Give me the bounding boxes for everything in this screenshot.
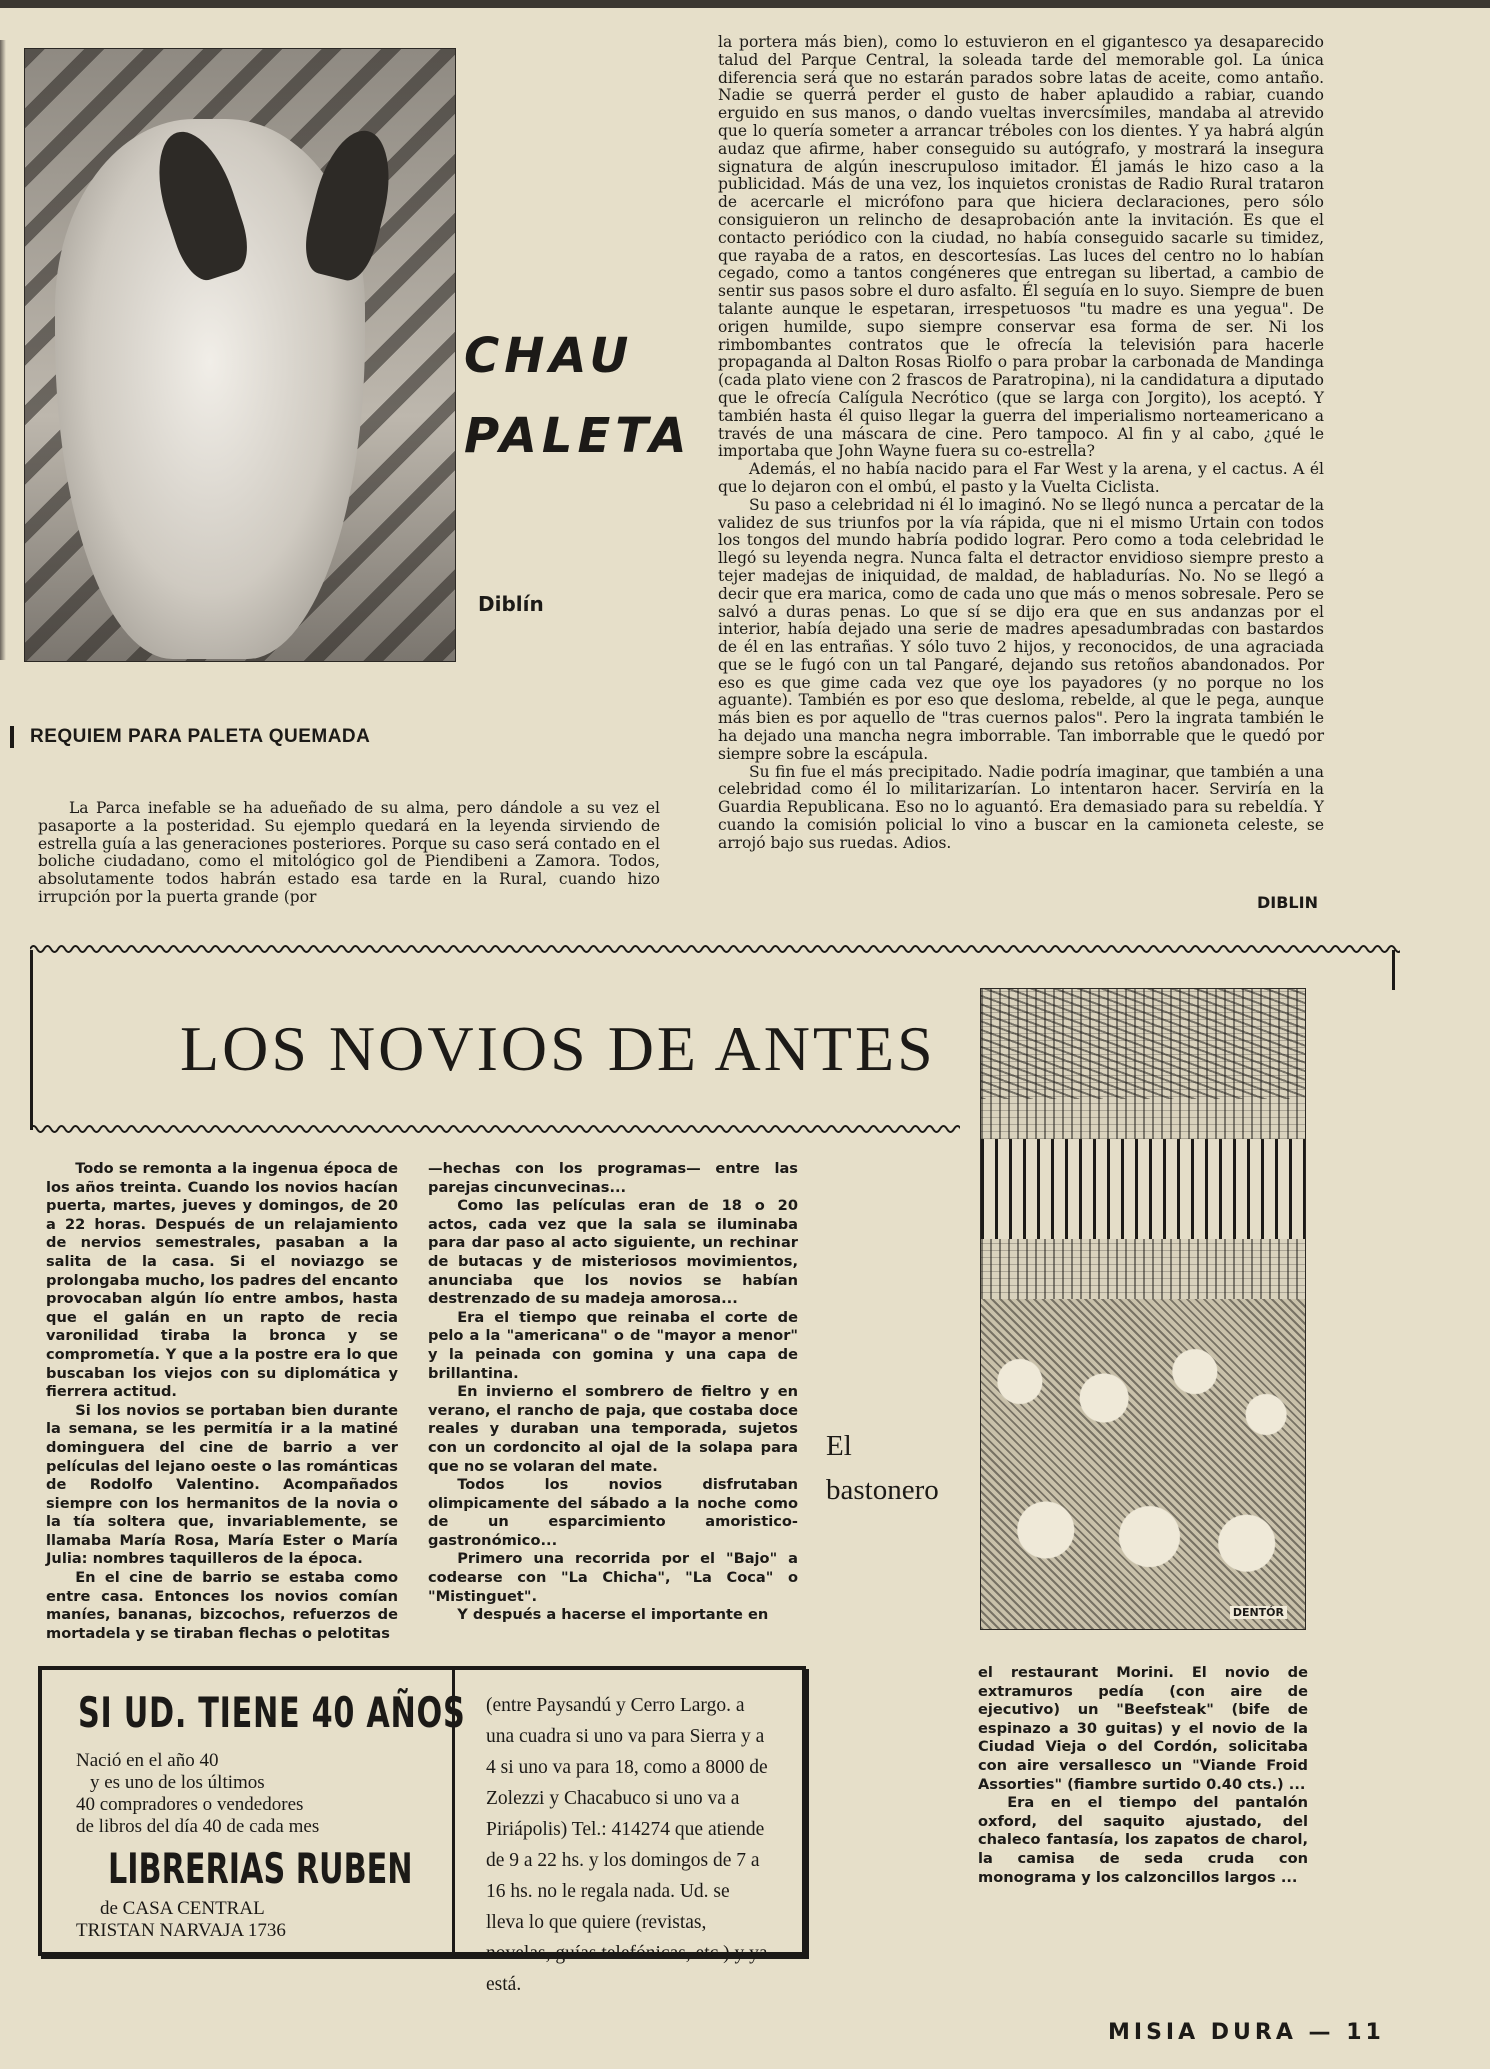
wavy-rule-top xyxy=(30,942,1400,956)
illustration-balustrade xyxy=(981,1139,1305,1239)
headline-chau: CHAU xyxy=(464,328,634,384)
photo-credit: Diblín xyxy=(478,592,544,616)
illustration-caption-line2: bastonero xyxy=(826,1474,939,1506)
bastonero-illustration xyxy=(980,988,1306,1630)
ad-brand-name: LIBRERIAS RUBEN xyxy=(108,1844,413,1893)
horse-ear-left xyxy=(144,122,257,286)
article2-column-3 xyxy=(978,1664,1308,1887)
illustration-crowd xyxy=(981,1299,1305,1629)
article2-col1-paragraph-2: Si los novios se portaban bien durante la semana, se les permitía ir a la matiné dominguera del cine de barrio a ver películas del lejano oeste o las románticas de Rodolfo Valentino. Acompañados siempre con los hermanitos de la novia o la tía soltera que, invariablemente, se llamaba María Rosa, María Ester o María Julia: nombres taquilleros de la época. xyxy=(46,1401,398,1568)
ad-line-3: 40 compradores o vendedores xyxy=(76,1794,304,1815)
article2-column-1 xyxy=(46,1160,398,1643)
page-gutter-shadow xyxy=(0,40,6,660)
ad-foot-line-1: de CASA CENTRAL xyxy=(100,1898,265,1919)
top-rule xyxy=(0,0,1490,8)
article2-col3-paragraph-2: Era en el tiempo del pantalón oxford, del saquito ajustado, del chaleco fantasía, los zapatos de charol, la camisa de seda cruda con monograma y los calzoncillos largos ... xyxy=(978,1794,1308,1886)
bookstore-advertisement xyxy=(38,1666,806,1995)
illustration-caption-line1: El xyxy=(826,1430,852,1462)
article2-col2-paragraph-0: —hechas con los programas— entre las parejas cincunvecinas... xyxy=(428,1160,798,1196)
article1-paragraph-1: la portera más bien), como lo estuvieron en el gigantesco ya desaparecido talud del Parque Central, la soleada tarde del memorable gol. La única diferencia será que no estarán parados sobre latas de aceite, como antaño. Nadie se querrá perder el gusto de haber aplaudido a rabiar, cuando erguido en sus manos, o dando vueltas invercsímiles, mandaba al atrevido que lo quería someter a arrancar tréboles con los dientes. Y ya habrá algún audaz que afirme, haber conseguido su autógrafo, y mostrará la insegura signatura de algún inescrupuloso imitador. Él jamás le hizo caso a la publicidad. Más de una vez, los inquietos cronistas de Radio Rural trataron de acercarle el micrófono para que hiciera declaraciones, pero sólo consiguieron un relincho de desaprobación ante la invitación. Es que el contacto periódico con la ciudad, no había conseguido sacarle su timidez, que rayaba de a ratos, en descortesías. Las luces del centro no lo habían cegado, como a tantos congéneres que entregan su libertad, a cambio de sentir sus pasos sobre el duro asfalto. Él seguía en lo suyo. Siempre de buen talante aunque le espetaran, irrespetuosos "tu madre es una yegua". De origen humilde, supo siempre conservar esa forma de ser. Ni los rimbombantes contratos que le ofrecía la televisión para hacerle propaganda al Dalton Rosas Riolfo o para probar la carbonada de Mandinga (cada plato viene con 2 frascos de Paratropina), ni la candidatura a diputado que le ofrecía Calígula Necrótico (que se larga con Jorgito), los aceptó. Y también hasta él quiso llegar la guerra del imperialismo norteamericano a través de una máscara de cine. Pero tampoco. Al fin y al cabo, ¿qué le importaba que John Wayne fuera su co-estrella? xyxy=(718,33,1324,461)
article1-paragraph-4: Su fin fue el más precipitado. Nadie podría imaginar, que también a una celebridad como él lo militarizarían. Lo intentaron hacer. Serviría en la Guardia Republicana. Eso no lo aguantó. Era demasiado para su rebeldía. Y cuando la comisión policial lo vino a buscar en la camioneta celeste, se arrojó bajo sus ruedas. Adios. xyxy=(718,762,1324,852)
headline-paleta: PALETA xyxy=(464,408,692,464)
article2-col1-paragraph-3: En el cine de barrio se estaba como entre casa. Entonces los novios comían maníes, bananas, bizcochos, refuerzos de mortadela y se tiraban flechas o pelotitas xyxy=(46,1569,398,1642)
article2-title: LOS NOVIOS DE ANTES xyxy=(180,1013,936,1084)
article2-col2-paragraph-4: Todos los novios disfrutaban olimpicamente del sábado a la noche como de un esparcimiento amoristico-gastronómico... xyxy=(428,1476,798,1549)
ad-line-4: de libros del día 40 de cada mes xyxy=(76,1816,320,1837)
article1-intro: La Parca inefable se ha adueñado de su alma, pero dándole a su vez el pasaporte a la posteridad. Su ejemplo quedará en la leyenda sirviendo de estrella guía a las generaciones posteriores. Porque su caso será contado en el boliche ciudadano, como el mitológico gol de Piendibeni a Zamora. Todos, absolutamente todos habrán estado esa tarde en la Rural, cuando hizo irrupción por la puerta grande (por xyxy=(38,799,660,906)
frame-right-border xyxy=(1392,950,1395,990)
ad-headline: SI UD. TIENE 40 AÑOS xyxy=(78,1688,466,1737)
frame-left-border xyxy=(30,950,33,1130)
horse-ear-right xyxy=(298,123,402,285)
horse-photo xyxy=(24,48,456,662)
article1-paragraph-3: Su paso a celebridad ni él lo imaginó. No se llegó nunca a percatar de la validez de sus triunfos por la vía rápida, que ni el mismo Urtain con todos los tongos del mundo habría podido lograr. Pero como a toda celebridad le llegó su leyenda negra. Nunca falta el detractor envidioso siempre presto a tejer madejas de iniquidad, de maldad, de habladurías. No. No se llegó a decir que era marica, como de cada uno que más o menos sobresale. Pero se salvó a duras penas. Lo que sí se dijo era que en sus andanzas por el interior, había dejado una serie de madres apesadumbradas con bastardos de él en las entrañas. Y sólo tuvo 2 hijos, y reconocidos, de una agraciada que se le fugó con un tal Pangaré, dejando sus retoños abandonados. Por eso es que gime cada vez que oye los payadores (y no porque no los aguante). También es por eso que desloma, rebelde, al que le pega, aunque más bien es por aquello de "tras cuernos palos". Pero la ingrata también le ha dejado una mancha negra imborrable. Tan imborrable que le quedó por siempre sobre la escápula. xyxy=(718,495,1324,763)
ad-right-text: (entre Paysandú y Cerro Largo. a una cuadra si uno va para Sierra y a 4 si uno va para 18, como a 8000 de Zolezzi y Chacabuco si uno va a Piriápolis) Tel.: 414274 que atiende de 9 a 22 hs. y los domingos de 7 a 16 hs. no le regala nada. Ud. se lleva lo que quiere (revistas, novelas, guías telefónicas, etc.) y ya está. xyxy=(486,1695,768,1995)
ad-line-2: y es uno de los últimos xyxy=(90,1772,265,1793)
illustration-signature: DENTÓR xyxy=(1230,1606,1287,1619)
ad-address-block xyxy=(76,1898,286,1942)
article2-col2-paragraph-5: Primero una recorrida por el "Bajo" a codearse con "La Chicha", "La Coca" o "Mistinguet". xyxy=(428,1550,798,1605)
illustration-curtain xyxy=(981,989,1305,1099)
article2-column-2 xyxy=(428,1160,798,1625)
article2-col2-paragraph-1: Como las películas eran de 18 o 20 actos, cada vez que la sala se iluminaba para dar paso al acto siguiente, un rechinar de butacas y de misteriosos movimientos, anunciaba que los novios se habían destrenzado de su madeja amorosa... xyxy=(428,1197,798,1308)
article1-signature: DIBLIN xyxy=(1257,893,1318,912)
article2-col1-paragraph-1: Todo se remonta a la ingenua época de los años treinta. Cuando los novios hacían puerta, martes, jueves y domingos, de 20 a 22 horas. Después de un relajamiento de nervios semestrales, pasaban a la salita de la casa. Si el noviazgo se prolongaba mucho, los padres del encanto provocaban algún lío entre ambos, hasta que el galán en un rapto de recia varonilidad tiraba la bronca y se comprometía. Y que a la postre era lo que buscaban los viejos con su diplomática y fierrera actitud. xyxy=(46,1160,398,1401)
ad-body-lines xyxy=(76,1750,319,1838)
wavy-rule-bottom xyxy=(30,1122,960,1136)
article1-intro-column xyxy=(38,800,660,907)
page-folio: MISIA DURA — 11 xyxy=(1108,2020,1385,2045)
article-subhead: REQUIEM PARA PALETA QUEMADA xyxy=(10,726,370,748)
article2-col2-paragraph-3: En invierno el sombrero de fieltro y en verano, el rancho de paja, que costaba doce reales y duraban una temporada, sujetos con un cordoncito al ojal de la solapa para que no se volaran del mate. xyxy=(428,1383,798,1475)
article1-paragraph-2: Además, el no había nacido para el Far West y la arena, y el cactus. A él que lo dejaron con el ombú, el pasto y la Vuelta Ciclista. xyxy=(718,460,1324,496)
horse-head-shape xyxy=(55,119,365,659)
ad-line-1: Nació en el año 40 xyxy=(76,1750,219,1771)
article2-col2-paragraph-6: Y después a hacerse el importante en xyxy=(457,1606,769,1624)
article2-col2-paragraph-2: Era el tiempo que reinaba el corte de pelo a la "americana" o de "mayor a menor" y la peinada con gomina y una capa de brillantina. xyxy=(428,1308,798,1382)
article2-col3-paragraph-1: el restaurant Morini. El novio de extramuros pedía (con aire de ejecutivo) un "Beefsteak" (bife de espinazo a 30 guitas) y el novio de la Ciudad Vieja o del Cordón, solicitaba con aire versallesco un "Viande Froid Assorties" (fiambre surtido 0.40 cts.) ... xyxy=(978,1664,1308,1793)
ad-foot-line-2: TRISTAN NARVAJA 1736 xyxy=(76,1920,286,1941)
article1-right-column xyxy=(718,34,1324,853)
